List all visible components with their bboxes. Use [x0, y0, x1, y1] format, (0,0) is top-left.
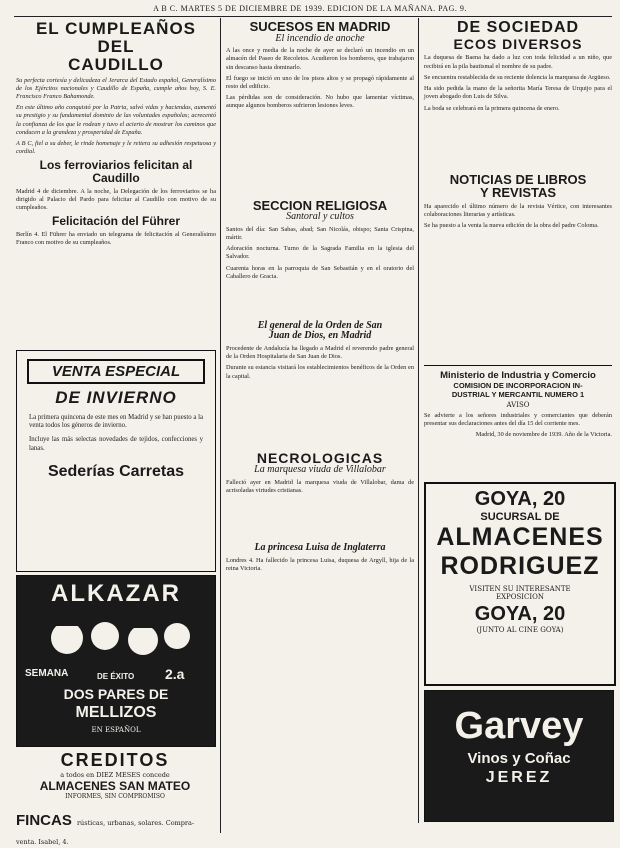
article-title-line2: Juan de Dios, en Madrid — [268, 330, 372, 342]
article-title: EL CUMPLEAÑOS DEL — [35, 19, 197, 56]
article-paragraph: Durante su estancia visitará los establecimientos benéficos de la Orden en la capital. — [226, 364, 414, 380]
section-title: NOTICIAS DE LIBROS — [449, 171, 587, 187]
section-title-line2: Y REVISTAS — [479, 185, 557, 201]
article-paragraph: El fuego se inició en uno de los pisos altos y se propagó rápidamente al resto del edificio. — [226, 74, 414, 90]
article-paragraph: Santos del día: San Sabas, abad; San Nicolás, obispo; Santa Crispina, mártir. — [226, 225, 414, 241]
ad-text: La primera quincena de este mes en Madrid y se han puesto a la venta todos los géneros de invierno. — [29, 414, 203, 430]
ad-alkazar: ALKAZAR SEMANA 2.a DE ÉXITO DOS PARES DE MELLIZOS EN ESPAÑOL — [16, 575, 216, 747]
article-paragraph: A las once y media de la noche de ayer se declaró un incendio en un almacén del Paseo de Recoletos. Acudieron los bomberos, que trabajaron sin descanso hasta dominarlo. — [226, 47, 414, 71]
ad-ministerio: Ministerio de Industria y Comercio COMISION DE INCORPORACION IN- DUSTRIAL Y MERCANTIL NUMERO 1 AVISO Se advierte a los señores industriales y comerciantes que deberán presentar sus declaraciones antes del día 15 del corriente mes. Madrid, 30 de noviembre de 1939. Año de la Victoria. — [424, 365, 612, 476]
section-title: NECROLOGICAS — [256, 449, 384, 466]
article-paragraph: Su perfecta cortesía y delicadeza el Jerarca del Estado español, Generalísimo de los Ejércitos nacionales y Caudillo de España, cumple años hoy, S. E. Francisco Franco Bahamonde. — [16, 76, 216, 100]
article-paragraph: Cuarenta horas en la parroquia de San Sebastián y en el oratorio del Caballero de Gracia. — [226, 264, 414, 280]
article-paragraph: Las pérdidas son de consideración. No hubo que lamentar víctimas, aunque algunos bomberos sufrieron lesiones leves. — [226, 94, 414, 110]
column-2 — [226, 20, 414, 833]
column-3 — [424, 20, 612, 360]
column-1 — [16, 20, 216, 330]
ad-creditos: CREDITOS a todos en DIEZ MESES concede ALMACENES SAN MATEO INFORMES, SIN COMPROMISO — [16, 750, 214, 808]
cartoon-figures-illustration — [17, 608, 215, 668]
article-paragraph: Londres 4. Ha fallecido la princesa Luisa, duquesa de Argyll, hija de la reina Victoria. — [226, 556, 414, 573]
page-header: A B C. MARTES 5 DE DICIEMBRE DE 1939. EDICION DE LA MAÑANA. PAG. 9. — [153, 4, 467, 13]
column-rule-1 — [220, 18, 221, 833]
article-paragraph: En este último año conquistó por la Patria, salvó vidas y haciendas, aumentó su prestigio y su fundamental dominio de las voluntades españolas; acrecentó la confianza de los que le rodean y tuvo el acierto de mostrar los caminos que conducen a la grandeza y prosperidad de España. — [16, 104, 216, 136]
article-paragraph: Procedente de Andalucía ha llegado a Madrid el reverendo padre general de la Orden Hospitalaria de San Juan de Dios. — [226, 344, 414, 361]
subheading: Los ferroviarios felicitan al Caudillo — [39, 158, 193, 185]
header-rule — [14, 16, 612, 17]
article-title: El general de la Orden de San — [257, 319, 383, 331]
article-paragraph: Se ha puesto a la venta la nueva edición de la obra del padre Coloma. — [424, 222, 599, 230]
ad-sederias-carretas: VENTA ESPECIAL DE INVIERNO La primera quincena de este mes en Madrid y se han puesto a la venta todos los géneros de invierno. Incluye las más selectas novedades de tejidos, confecciones y lanas. Sederías Carretas — [16, 350, 216, 572]
section-subtitle: Santoral y cultos — [286, 211, 354, 223]
section-title: SUCESOS EN MADRID — [249, 19, 391, 34]
article-paragraph: La boda se celebrará en la primera quincena de enero. — [424, 104, 560, 112]
article-title: La princesa Luisa de Inglaterra — [254, 542, 386, 554]
article-paragraph: Adoración nocturna. Turno de la Sagrada Familia en la iglesia del Salvador. — [226, 245, 414, 261]
subheading: Felicitación del Führer — [51, 214, 181, 229]
column-rule-2 — [418, 18, 419, 823]
article-paragraph: Falleció ayer en Madrid la marquesa viuda de Villalobar, dama de acrisoladas virtudes cristianas. — [226, 478, 414, 495]
article-paragraph: Madrid 4 de diciembre. A la noche, la Delegación de los ferroviarios se ha dirigido al Palacio del Pardo para felicitar al Caudillo con motivo de su cumpleaños. — [16, 187, 216, 211]
section-title: SECCION RELIGIOSA — [252, 197, 388, 213]
article-paragraph: La duquesa de Baena ha dado a luz con toda felicidad a un niño, que recibirá en la pila bautismal el nombre de su padre. — [424, 54, 612, 70]
ad-fincas: FINCAS rústicas, urbanas, solares. Compra-venta. Isabel, 4. — [16, 810, 214, 832]
article-paragraph: A B C, fiel a su deber, le rinde homenaje y le reitera su adhesión respetuosa y cordial. — [16, 139, 216, 156]
section-subtitle: La marquesa viuda de Villalobar — [254, 464, 386, 476]
article-title-line2: CAUDILLO — [68, 54, 164, 74]
section-subtitle: El incendio de anoche — [275, 32, 365, 44]
section-title: DE SOCIEDAD — [456, 19, 580, 36]
section-title-line2: ECOS DIVERSOS — [453, 35, 583, 52]
article-paragraph: Ha sido pedida la mano de la señorita María Teresa de Urquijo para el joven abogado don Luis de Silva. — [424, 85, 612, 101]
article-paragraph: Ha aparecido el último número de la revista Vértice, con interesantes colaboraciones literarias y artísticas. — [424, 202, 612, 219]
ad-venta-especial: VENTA ESPECIAL — [27, 359, 205, 384]
ad-text: Incluye las más selectas novedades de tejidos, confecciones y lanas. — [29, 436, 203, 452]
ad-brand: Sederías Carretas — [47, 462, 185, 480]
ad-garvey: Garvey Vinos y Coñac JEREZ — [424, 690, 614, 822]
article-paragraph: Se encuentra restablecida de su reciente dolencia la marquesa de Argüeso. — [424, 73, 611, 81]
article-paragraph: Berlín 4. El Führer ha enviado un telegrama de felicitación al Generalísimo Franco con motivo de su cumpleaños. — [16, 230, 216, 246]
ad-almacenes-rodriguez: GOYA, 20 SUCURSAL DE ALMACENES RODRIGUEZ VISITEN SU INTERESANTE EXPOSICION GOYA, 20 (JUNTO AL CINE GOYA) — [424, 482, 616, 686]
